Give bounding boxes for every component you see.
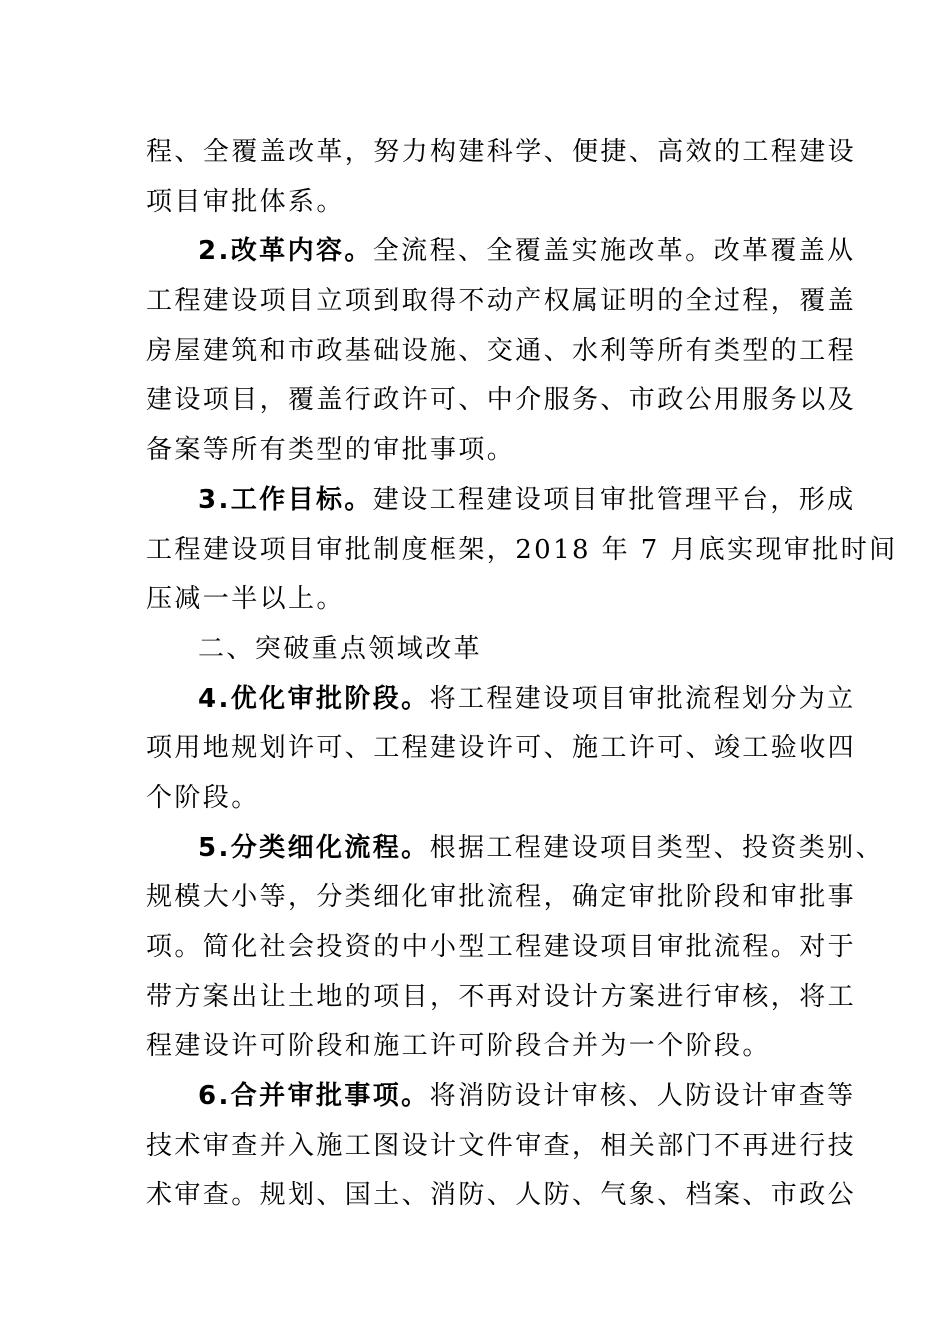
document-body	[146, 128, 898, 1221]
line-text: 压减一半以上。	[146, 584, 345, 615]
item-5-heading: 5.分类细化流程。	[198, 832, 430, 863]
item-3-first-line	[146, 476, 856, 526]
item-2-first-line	[146, 227, 856, 277]
item-2-heading: 2.改革内容。	[198, 236, 373, 267]
line-text: 建设项目，覆盖行政许可、中介服务、市政公用服务以及	[146, 385, 857, 416]
line-text: 建设工程建设项目审批管理平台，形成	[372, 484, 856, 515]
item-4-heading: 4.优化审批阶段。	[198, 683, 430, 714]
item-5-first-line	[146, 824, 884, 874]
paragraph-line	[146, 178, 816, 228]
paragraph-line	[146, 873, 857, 923]
section-heading-line	[146, 625, 816, 675]
line-text: 规模大小等，分类细化审批流程，确定审批阶段和审批事	[146, 882, 857, 913]
paragraph-line	[146, 724, 857, 774]
item-6-first-line	[146, 1072, 856, 1122]
line-text: 项目审批体系。	[146, 186, 345, 217]
paragraph-line	[146, 1171, 857, 1221]
paragraph-line	[146, 575, 816, 625]
paragraph-line	[146, 526, 898, 576]
line-text: 将工程建设项目审批流程划分为立	[429, 683, 856, 714]
line-text: 程、全覆盖改革，努力构建科学、便捷、高效的工程建设	[146, 137, 857, 167]
line-text: 项。简化社会投资的中小型工程建设项目审批流程。对于	[146, 932, 857, 962]
line-text: 个阶段。	[146, 782, 260, 813]
item-3-heading: 3.工作目标。	[198, 484, 373, 515]
paragraph-line	[146, 1022, 816, 1072]
line-text: 项用地规划许可、工程建设许可、施工许可、竣工验收四	[146, 733, 857, 764]
line-text: 术审查。规划、国土、消防、人防、气象、档案、市政公	[146, 1180, 857, 1211]
paragraph-line	[146, 128, 857, 178]
line-text: 带方案出让土地的项目，不再对设计方案进行审核，将工	[146, 981, 857, 1012]
line-text: 工程建设项目审批制度框架，2018 年 7 月底实现审批时间	[146, 534, 898, 565]
line-text: 备案等所有类型的审批事项。	[146, 435, 516, 466]
paragraph-line	[146, 376, 857, 426]
line-text: 技术审查并入施工图设计文件审查，相关部门不再进行技	[146, 1130, 857, 1161]
paragraph-line	[146, 1122, 857, 1172]
paragraph-line	[146, 973, 857, 1023]
paragraph-line	[146, 774, 816, 824]
line-text: 程建设许可阶段和施工许可阶段合并为一个阶段。	[146, 1031, 771, 1062]
paragraph-line	[146, 923, 857, 973]
paragraph-line	[146, 277, 857, 327]
line-text: 将消防设计审核、人防设计审查等	[429, 1081, 856, 1112]
line-text: 根据工程建设项目类型、投资类别、	[429, 832, 884, 863]
paragraph-line	[146, 327, 857, 377]
paragraph-line	[146, 426, 816, 476]
item-4-first-line	[146, 675, 856, 725]
section-heading: 二、突破重点领域改革	[198, 633, 483, 664]
line-text: 工程建设项目立项到取得不动产权属证明的全过程，覆盖	[146, 286, 857, 317]
item-6-heading: 6.合并审批事项。	[198, 1081, 430, 1112]
line-text: 全流程、全覆盖实施改革。改革覆盖从	[372, 236, 856, 267]
line-text: 房屋建筑和市政基础设施、交通、水利等所有类型的工程	[146, 335, 857, 366]
